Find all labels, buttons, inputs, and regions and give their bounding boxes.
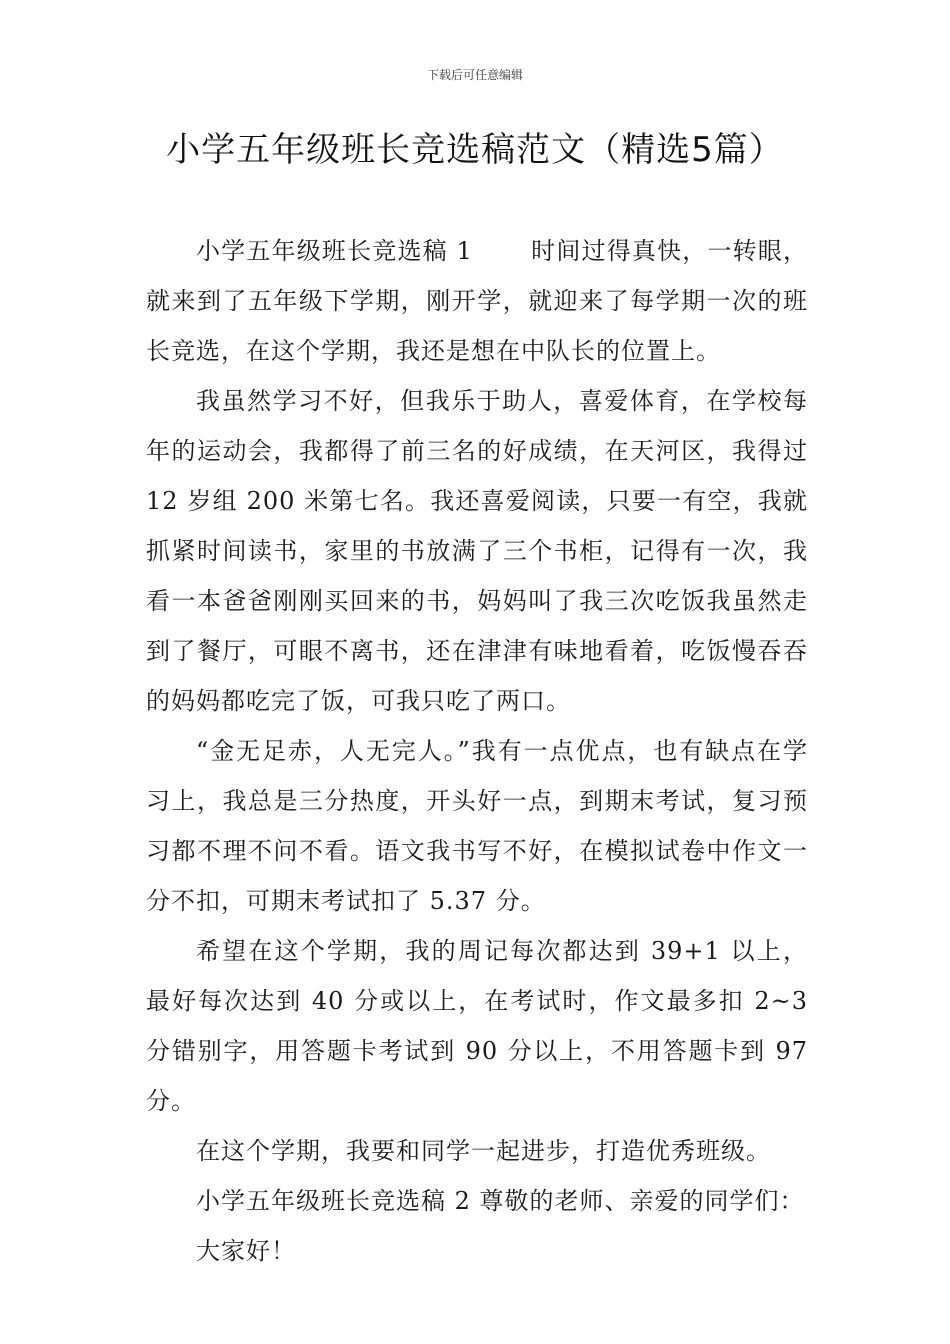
section-heading: 小学五年级班长竞选稿 2 尊敬的老师、亲爱的同学们： [196, 1187, 805, 1215]
greeting: 大家好！ [196, 1237, 296, 1265]
document-body [146, 226, 808, 1276]
document-title: 小学五年级班长竞选稿范文（精选5篇） [166, 130, 784, 170]
paragraph: 我虽然学习不好，但我乐于助人，喜爱体育，在学校每年的运动会，我都得了前三名的好成绩，在天河区，我得过 12 岁组 200 米第七名。我还喜爱阅读，只要一有空，我就抓紧时间读书，家里的书放满了三个书柜，记得有一次，我看一本爸爸刚刚买回来的书，妈妈叫了我三次吃饭我虽然走到了餐厅，可眼不离书，还在津津有味地看着，吃饭慢吞吞的妈妈都吃完了饭，可我只吃了两口。 [146, 387, 808, 715]
intro-heading: 小学五年级班长竞选稿 1 [196, 237, 473, 265]
paragraph: 希望在这个学期，我的周记每次都达到 39+1 以上，最好每次达到 40 分或以上，在考试时，作文最多扣 2~3 分错别字，用答题卡考试到 90 分以上，不用答题卡到 97 分。 [146, 937, 808, 1115]
paragraph: “金无足赤，人无完人。”我有一点优点，也有缺点在学习上，我总是三分热度，开头好一点，到期末考试，复习预习都不理不问不看。语文我书写不好，在模拟试卷中作文一分不扣，可期末考试扣了 5.37 分。 [146, 737, 808, 915]
intro-text: 时间过得真快，一转眼，就来到了五年级下学期，刚开学，就迎来了每学期一次的班长竞选，在这个学期，我还是想在中队长的位置上。 [146, 237, 808, 365]
header-note: 下载后可任意编辑 [426, 68, 523, 82]
intro-paragraph [146, 226, 808, 376]
paragraph: 在这个学期，我要和同学一起进步，打造优秀班级。 [196, 1137, 771, 1165]
